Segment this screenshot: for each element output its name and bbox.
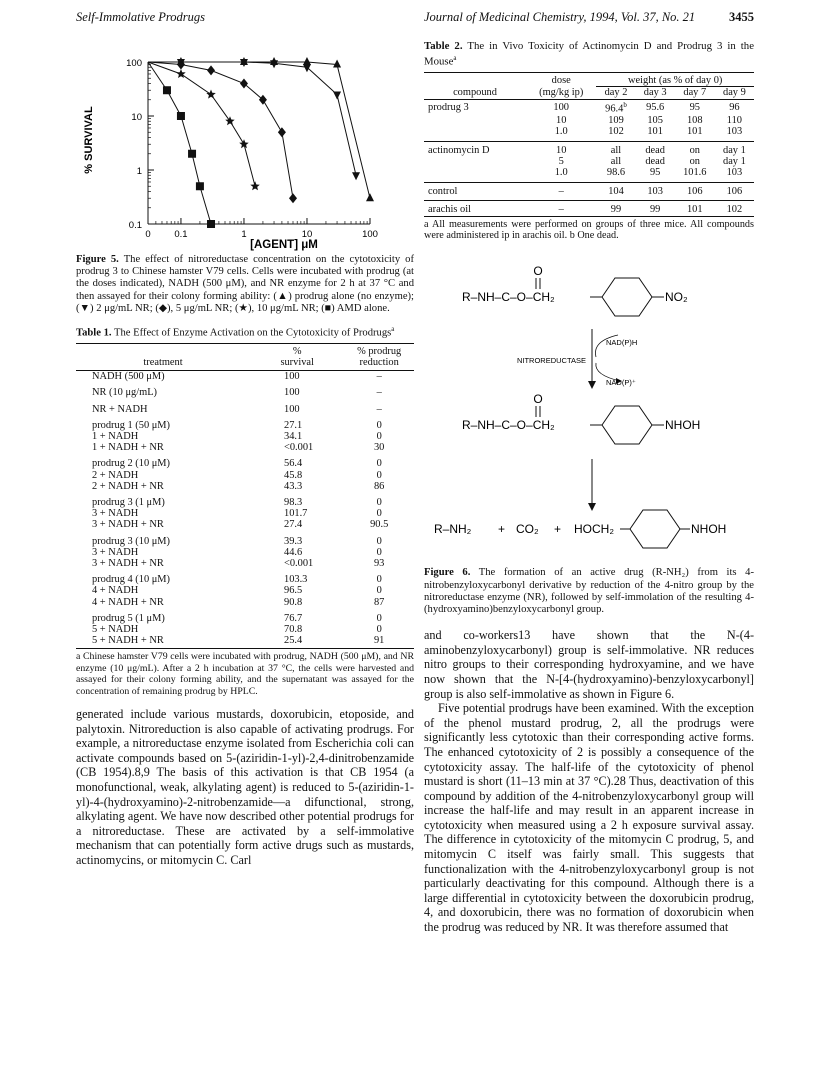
cell-day3: 101	[636, 126, 675, 141]
table-row	[76, 547, 414, 558]
table-2-footnote: a All measurements were performed on groups of three mice. All compounds were administered ip in arachis oil. b One dead.	[424, 216, 754, 242]
header-dose-2: (mg/kg ip)	[539, 87, 584, 99]
table-row	[76, 624, 414, 635]
table-row	[76, 431, 414, 442]
data-point	[333, 59, 341, 67]
cell-treatment: 3 + NADH + NR	[92, 558, 164, 569]
cell-day2: 104	[596, 182, 635, 200]
cell-day9: day 1	[723, 155, 746, 167]
struct1-right: NO₂	[665, 290, 688, 305]
cell-compound: control	[424, 182, 526, 200]
cell-reduction: 87	[373, 596, 385, 608]
table-row	[424, 99, 754, 114]
cell-day2: all	[610, 144, 622, 156]
table-row	[76, 442, 414, 453]
struct1-left: R–NH–C–O–CH₂	[462, 290, 555, 305]
data-point	[196, 182, 204, 190]
product-co2: CO₂	[516, 522, 539, 537]
header-weight: weight (as % of day 0)	[596, 73, 754, 87]
figure-6-scheme	[424, 247, 754, 565]
table-2-title-text: The in Vivo Toxicity of Actinomycin D and Prodrug 3 in the Mouse	[424, 40, 755, 68]
cell-treatment: prodrug 2 (10 μM)	[92, 458, 171, 470]
cell-reduction: 0	[376, 546, 382, 558]
cell-treatment: NR (10 μg/mL)	[92, 387, 158, 399]
data-point	[239, 139, 249, 148]
cell-compound	[424, 156, 526, 167]
cell-treatment: prodrug 4 (10 μM)	[92, 574, 171, 586]
figure-5-caption	[76, 254, 414, 315]
data-point	[250, 181, 259, 190]
table-row	[76, 536, 414, 547]
cell-day7: 101	[675, 126, 715, 141]
header-reduction-2: reduction	[359, 356, 399, 368]
product-alcohol: HOCH₂	[574, 522, 614, 537]
product-amine: R–NH₂	[434, 522, 472, 537]
table-1-title-mark: a	[391, 325, 395, 334]
table-row	[76, 585, 414, 596]
cell-treatment: 3 + NADH	[92, 546, 139, 558]
cell-reduction: 0	[376, 624, 382, 636]
cell-compound: prodrug 3	[428, 101, 469, 113]
struct1-carbonyl-o: O	[533, 264, 543, 279]
y-axis-label: % SURVIVAL	[83, 106, 95, 174]
left-body-paragraph: generated include various mustards, doxorubicin, etoposide, and palytoxin. Nitroreduction is also capable of activating prodrugs. For example, a nitroreductase enzyme isolated from Escherichia coli can activate compounds based on 5-(aziridin-1-yl)-2,4-dinitrobenzamide (CB 1954).8,9 The basis of this activation is that CB 1954 (a monofunctional, weak, alkylating agent) is reduced to 5-(aziridin-1-yl)-4-(hydroxyamino)-2-nitrobenzamide—a difunctional, strong, alkylating agent. We have now described other potential prodrugs for a nitroreductase. These are activated by a self-immolative mechanism that can potentially form active drugs such as mustards, actinomycins, or mitomycin C. Carl	[76, 707, 414, 867]
cell-survival: 96.5	[284, 585, 303, 597]
cell-treatment: 1 + NADH + NR	[92, 442, 164, 454]
struct2-left: R–NH–C–O–CH₂	[462, 418, 555, 433]
left-column	[76, 40, 414, 868]
cell-reduction: 90.5	[370, 519, 389, 531]
left-body-text	[76, 707, 414, 868]
plus-sign-2: +	[554, 522, 562, 537]
table-row	[424, 115, 754, 126]
table-1-label: Table 1.	[76, 327, 112, 339]
table-row	[76, 508, 414, 519]
table-1-title	[76, 323, 414, 340]
cell-day9: 96	[729, 101, 740, 113]
product-right: NHOH	[691, 522, 727, 537]
series-line	[148, 62, 255, 186]
header-survival-2: survival	[280, 356, 314, 368]
cell-survival: 45.8	[284, 469, 303, 481]
data-point	[289, 193, 297, 203]
data-point	[188, 150, 196, 158]
table-row	[76, 519, 414, 530]
y-tick-label: 0.1	[128, 220, 142, 231]
table-1-body	[76, 371, 414, 647]
data-point	[352, 172, 360, 180]
data-point	[207, 220, 215, 228]
cell-day3: dead	[645, 144, 665, 156]
table-row	[76, 635, 414, 646]
table-row	[424, 156, 754, 167]
cell-reduction: 0	[376, 458, 382, 470]
table-row	[76, 404, 414, 415]
cell-day2: all	[610, 155, 622, 167]
cell-dose: 1.0	[526, 167, 596, 182]
table-1-header-row-2	[76, 357, 414, 371]
cell-day3: 103	[636, 182, 675, 200]
cell-day7: on	[689, 144, 700, 156]
struct2-right: NHOH	[665, 418, 701, 433]
cell-treatment: 3 + NADH	[92, 508, 139, 520]
cell-treatment: 2 + NADH + NR	[92, 480, 164, 492]
table-1-footnote: a Chinese hamster V79 cells were incubated with prodrug, NADH (500 μM), and NR enzyme (10 μg/mL). After a 2 h incubation at 37 °C, the cells were harvested and assayed for their colony forming ability, and the supernatant was assayed for the concentration of remaining prodrug by HPLC.	[76, 648, 414, 697]
cell-reduction: 0	[376, 585, 382, 597]
figure-5	[76, 40, 414, 252]
cell-reduction: 0	[376, 535, 382, 547]
header-day-9: day 9	[723, 87, 746, 99]
data-point	[366, 193, 374, 201]
table-row	[76, 470, 414, 481]
data-point	[278, 127, 286, 137]
cell-survival: 39.3	[284, 535, 303, 547]
series-line	[148, 62, 211, 224]
struct2-carbonyl-o: O	[533, 392, 543, 407]
table-2-title	[424, 40, 754, 68]
table-row	[76, 458, 414, 469]
cell-reduction: 86	[373, 480, 385, 492]
series-triangle-up	[148, 57, 374, 201]
cell-survival: 76.7	[284, 612, 303, 624]
x-tick-label: 0	[145, 229, 151, 240]
cell-survival: <0.001	[284, 558, 314, 569]
cell-survival: 100	[284, 387, 300, 399]
table-row	[76, 420, 414, 431]
cell-reduction: 0	[376, 496, 382, 508]
cell-reduction: 0	[376, 574, 382, 586]
cell-day3: 99	[649, 204, 661, 216]
header-reduction-1: % prodrug	[357, 345, 402, 357]
y-tick-label: 1	[136, 166, 142, 177]
figure-5-caption-label: Figure 5.	[76, 254, 119, 265]
data-point	[207, 65, 215, 75]
cell-survival: 27.1	[284, 419, 303, 431]
cell-survival: 100	[284, 403, 300, 415]
figure-6-caption-text: The formation of an active drug (R-NH₂) from its 4-nitrobenzyloxycarbonyl derivative by reduction of the 4-nitro group by the nitroreductase enzyme (NR), followed by self-immolation of the resulting 4-(hydroxyamino)benzyloxycarbonyl group.	[424, 567, 754, 615]
cell-treatment: prodrug 3 (10 μM)	[92, 535, 171, 547]
cell-treatment: 4 + NADH + NR	[92, 596, 164, 608]
cell-reduction: 91	[373, 635, 385, 647]
table-row	[76, 597, 414, 608]
cell-day3: 95.6	[646, 101, 665, 113]
cell-survival: 70.8	[284, 624, 303, 636]
cell-reduction: –	[376, 403, 382, 415]
cell-treatment: NADH (500 μM)	[92, 371, 165, 383]
cell-day2: 99	[610, 204, 622, 216]
data-point	[206, 90, 216, 99]
table-row	[424, 182, 754, 200]
cell-day2: 96.4$^b$	[605, 100, 627, 115]
cell-dose: –	[526, 182, 596, 200]
table-row	[424, 201, 754, 216]
cell-survival: 100	[284, 371, 300, 383]
cell-day3: dead	[645, 155, 665, 167]
series-diamond	[148, 59, 297, 203]
cell-reduction: 0	[376, 419, 382, 431]
cell-survival: 25.4	[284, 635, 303, 647]
cell-survival: 44.6	[284, 546, 303, 558]
data-point	[225, 116, 235, 125]
cell-compound	[424, 167, 526, 182]
cell-reduction: 30	[373, 442, 385, 454]
cell-day9: 103	[715, 126, 754, 141]
cell-day7: 108	[686, 114, 703, 126]
cell-compound	[424, 126, 526, 141]
cell-day2: 102	[596, 126, 635, 141]
cell-treatment: 2 + NADH	[92, 469, 139, 481]
data-point	[259, 95, 267, 105]
cell-survival: 103.3	[284, 574, 308, 586]
cell-treatment: 5 + NADH + NR	[92, 635, 164, 647]
right-column	[424, 40, 754, 935]
data-point	[303, 64, 311, 72]
table-1-header-row-1	[76, 343, 414, 357]
cell-day9: 102	[726, 204, 743, 216]
cell-reduction: 0	[376, 430, 382, 442]
right-body-paragraph-2: Five potential prodrugs have been examined. With the exception of the phenol mustard prodrug, 2, all the prodrugs were significantly less cytotoxic than their corresponding active forms. The enhanced cytotoxicity of 2 is possibly a consequence of the cytotoxicity assay. The half-life of the cytotoxicity of phenol mustard is short (11–13 min at 37 °C).28 Thus, deactivation of this compound by addition of the 4-nitrobenzyloxycarbonyl group will increase the half-life and may result in an apparent increase in cytotoxicity when measured using a 2 h exposure survival assay. The difference in cytotoxicity of the mitomycin C prodrug, 5, and mitomycin C itself was fairly small. This suggests that functionalization with the 4-nitrobenzyloxycarbonyl group is not particularly deactivating for this compound. Although there is a large differential in cytotoxicity between the doxorubicin prodrug, 4, and doxorubicin, there was no formation of doxorubicin when the prodrug was reduced by NR. It was therefore assumed that	[424, 701, 754, 935]
table-row	[76, 481, 414, 492]
x-tick-label: 0.1	[174, 229, 188, 240]
cell-dose: –	[558, 204, 564, 216]
cell-compound	[424, 115, 526, 126]
table-row	[424, 167, 754, 182]
cell-day2: 109	[608, 114, 624, 126]
header-day-2: day 2	[604, 87, 628, 99]
cell-reduction: 0	[376, 612, 382, 624]
table-2-header-row-1	[424, 73, 754, 87]
cell-day7: 101.6	[675, 167, 715, 182]
data-point	[163, 86, 171, 94]
cell-day3: 95	[636, 167, 675, 182]
table-1-title-text: The Effect of Enzyme Activation on the Cytotoxicity of Prodrugs	[114, 327, 392, 339]
cell-day9: day 1	[723, 144, 746, 156]
cell-survival: 101.7	[284, 508, 308, 520]
table-2-label: Table 2.	[424, 40, 463, 52]
y-tick-label: 100	[126, 58, 142, 69]
table-1	[76, 343, 414, 647]
table-2-title-mark: a	[453, 54, 457, 63]
chart-axes	[148, 62, 370, 224]
data-point	[333, 92, 341, 100]
header-dose-1: dose	[551, 75, 571, 87]
cell-reduction: 93	[373, 558, 385, 569]
cell-reduction: 0	[376, 508, 382, 520]
running-header-left: Self-Immolative Prodrugs	[76, 10, 206, 24]
header-compound: compound	[453, 87, 497, 99]
x-tick-label: 10	[301, 229, 313, 240]
cell-treatment: 4 + NADH	[92, 585, 139, 597]
header-day-3: day 3	[643, 87, 667, 99]
data-point	[240, 78, 248, 88]
cell-compound: arachis oil	[428, 204, 471, 216]
cell-day7: on	[689, 155, 700, 167]
series-line	[148, 62, 293, 198]
cell-dose: 10	[556, 114, 567, 126]
x-tick-label: 100	[362, 229, 378, 240]
data-point	[177, 112, 185, 120]
cell-reduction: 0	[376, 469, 382, 481]
cell-dose: 10	[556, 144, 567, 156]
cell-survival: 43.3	[284, 480, 303, 492]
cell-survival: 34.1	[284, 430, 303, 442]
enzyme-label: NITROREDUCTASE	[516, 356, 586, 366]
figure-5-caption-text: The effect of nitroreductase concentration on the cytotoxicity of prodrug 3 to Chinese hamster V79 cells. Cells were incubated with prodrug (at the doses indicated), NADH (500 μM), and NR enzyme for 2 h at 37 °C and then assayed for their colony forming ability: (▲) prodrug alone (no enzyme); (▼) 2 μg/mL NR; (◆), 5 μg/mL NR; (★), 10 μg/mL NR; (■) AMD alone.	[76, 254, 414, 314]
table-2-header-row-2	[424, 87, 754, 99]
table-row	[76, 558, 414, 569]
table-row	[76, 613, 414, 624]
cell-reduction: –	[376, 371, 382, 383]
cell-day7: 95	[689, 101, 700, 113]
right-body-text	[424, 628, 754, 934]
series-square	[148, 62, 215, 228]
figure-6-caption-label: Figure 6.	[424, 567, 471, 579]
cell-day9: 106	[715, 182, 754, 200]
table-row	[76, 497, 414, 508]
x-tick-label: 1	[241, 229, 247, 240]
cell-treatment: prodrug 5 (1 μM)	[92, 612, 165, 624]
cell-day9: 103	[715, 167, 754, 182]
y-tick-label: 10	[131, 112, 142, 123]
page-number: 3455	[729, 10, 754, 24]
product-benzene-ring	[630, 510, 680, 548]
cell-survival: 90.8	[284, 596, 303, 608]
cell-treatment: 5 + NADH	[92, 624, 139, 636]
cell-dose: 5	[558, 155, 564, 167]
header-day-7: day 7	[683, 87, 707, 99]
cell-dose: 1.0	[526, 126, 596, 141]
cell-treatment: 1 + NADH	[92, 430, 139, 442]
struct1-benzene-ring	[602, 278, 652, 316]
plus-sign-1: +	[498, 522, 506, 537]
header-survival-1: %	[292, 345, 302, 357]
cell-survival: 56.4	[284, 458, 303, 470]
header-treatment: treatment	[143, 356, 183, 368]
right-body-paragraph-1: and co-workers13 have shown that the N-(4-aminobenzyloxycarbonyl) group is self-immolative. NR reduces nitro groups to their corresponding hydroxyamine, and we have now shown that the N-[4-(hydroxyamino)-benzyloxycarbonyl] group is also self-immolative as shown in Figure 6.	[424, 628, 754, 701]
table-row	[424, 126, 754, 141]
x-axis-label: [AGENT] μM	[250, 239, 318, 251]
table-row	[424, 141, 754, 156]
cell-compound: actinomycin D	[428, 144, 490, 156]
cofactor-out: NAD(P)⁺	[606, 378, 636, 388]
journal-citation: Journal of Medicinal Chemistry, 1994, Vol. 37, No. 21	[424, 10, 696, 24]
cell-reduction: –	[376, 387, 382, 399]
cell-dose: 100	[553, 101, 569, 113]
chart-series	[148, 57, 374, 228]
cell-treatment: 3 + NADH + NR	[92, 519, 164, 531]
cell-survival: <0.001	[284, 442, 314, 454]
cell-treatment: prodrug 1 (50 μM)	[92, 419, 171, 431]
figure-6-caption	[424, 567, 754, 616]
cell-day7: 101	[686, 204, 703, 216]
running-header-right	[424, 10, 754, 25]
cell-day9: 110	[726, 114, 742, 126]
table-row	[76, 574, 414, 585]
cell-day7: 106	[675, 182, 715, 200]
table-2	[424, 72, 754, 216]
figure-5-chart	[76, 40, 414, 252]
cell-survival: 98.3	[284, 496, 303, 508]
table-row	[76, 371, 414, 383]
struct2-benzene-ring	[602, 406, 652, 444]
cell-treatment: prodrug 3 (1 μM)	[92, 496, 165, 508]
cell-day3: 105	[647, 114, 663, 126]
table-2-body	[424, 99, 754, 215]
cell-survival: 27.4	[284, 519, 303, 531]
cell-treatment: NR + NADH	[92, 403, 148, 415]
data-point	[303, 57, 311, 65]
cell-day2: 98.6	[596, 167, 635, 182]
series-line	[148, 62, 370, 198]
table-row	[76, 387, 414, 398]
cofactor-in: NAD(P)H	[606, 338, 638, 348]
